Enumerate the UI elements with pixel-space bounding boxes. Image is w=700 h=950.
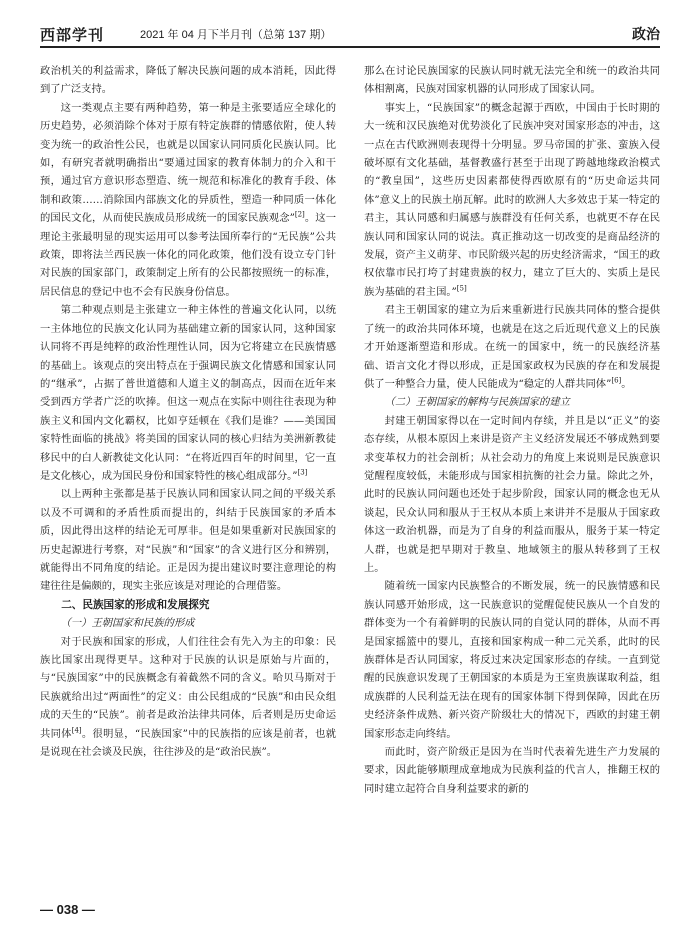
page-number: — 038 — (40, 902, 95, 917)
paragraph: 对于民族和国家的形成，人们往往会有先入为主的印象：民族比国家出现得更早。这种对于民族的认识是原始与片面的，与“民族国家”中的民族概念有着截然不同的含义。哈贝马斯对于民族就给出过“两面性”的定义：由公民组成的“民族”和由民众组成的天生的“民族”。前者是政治法律共同体，后者则是历史命运共同体[4]。很明显，“民族国家”中的民族指的应该是前者，也就是说现在社会谈及民族，往往涉及的是“政治民族”。 (40, 635, 337, 759)
page-header (40, 20, 660, 48)
left-column (40, 62, 336, 761)
paragraph: 事实上，“民族国家”的概念起源于西欧，中国由于长时期的大一统和汉民族绝对优势淡化了民族冲突对国家形态的冲击，这一点在古代欧洲则表现得十分明显。罗马帝国的扩张、蛮族入侵破坏原有文化基础，基督教盛行甚至于出现了跨越地缘政治模式的“教皇国”，这些历史因素都使得西欧原有的“历史命运共同体”意义上的民族土崩瓦解。此时的欧洲人大多效忠于某一特定的君主，其认同感和归属感与族群没有任何关系，也就更不存在民族认同和国家认同的说法。真正推动这一切改变的是商品经济的发展，资产主义萌芽、市民阶级兴起的历史经济需求，“国王的政权依靠市民打垮了封建贵族的权力，建立了巨大的、实质上是民族为基础的君主国。”[5] (364, 101, 660, 298)
citation: [5] (456, 284, 467, 293)
section-heading: 二、民族国家的形成和发展探究 (61, 598, 210, 611)
journal-logo: 西部学刊 (40, 26, 105, 44)
paragraph: 封建王朝国家得以在一定时间内存续，并且是以“正义”的姿态存续，从根本原因上来讲是资产主义经济发展还不够成熟到要求变革权力的社会剖析；从社会动力的角度上来说则是民族意识觉醒程度较低，未能形成与国家相抗衡的社会力量。除此之外，此时的民族认同问题也还处于起步阶段，国家认同的概念也无从谈起，民众认同和服从于王权从本质上来讲并不是服从于国家政体这一政治机器，而是为了自身的利益而服从，服务于某一特定人群，也就是把早期对于教皇、地域领主的服从转移到了王权上。 (364, 414, 660, 574)
paragraph: 以上两种主张都是基于民族认同和国家认同之间的平级关系以及不可调和的矛盾性质而提出的，纠结于民族国家的矛盾本质，因此得出这样的结论无可厚非。但是如果重新对民族国家的历史起源进行考察，对“民族”和“国家”的含义进行区分和辨别，就能得出不同角度的结论。正是因为提出建议时要注意理论的构建往往是偏颇的，现实主张应该是对理论的合理借鉴。 (40, 488, 336, 593)
citation: [3] (297, 468, 308, 477)
right-column (364, 62, 660, 798)
citation: [6] (611, 376, 622, 385)
subsection-heading: （一）王朝国家和民族的形成 (60, 617, 195, 630)
paragraph: 政治机关的利益需求，降低了解决民族问题的成本消耗，因此得到了广泛支持。 (40, 65, 336, 96)
paragraph: 第二种观点则是主张建立一种主体性的普遍文化认同，以统一主体地位的民族文化认同为基础建立新的国家认同，这种国家认同将不再是纯粹的政治性理性认同，因为它将建立在民族情感的基础上。该观点的突出特点在于强调民族文化情感和国家认同的“继承”，占据了普世道德和人道主义的制高点，因而在近年来受到西方学者广泛的吹捧。但这一观点在实际中则往往表现为种族主义和国内文化霸权，比如亨廷顿在《我们是谁？——美国国家特性面临的挑战》将美国的国家认同的核心归结为美洲新教徒移民中的白人新教徒文化认同：“在将近四百年的时间里，它一直是文化核心，成为国民身份和国家特性的核心组成部分。”[3] (40, 304, 336, 482)
paragraph: 随着统一国家内民族整合的不断发展，统一的民族情感和民族认同感开始形成，这一民族意识的觉醒促使民族从一个自发的群体变为一个有着鲜明的民族认同的自觉认同的群体，从而不再是国家摇篮中的婴儿，直接和国家构成一种二元关系，此时的民族群体是否认同国家，将反过来决定国家形态的存续。一直到觉醒的民族意识发现了王朝国家的本质是为王室贵族谋取利益，组成族群的人民利益无法在现有的国家体制下得到保障，因此在历史经济条件成熟、新兴资产阶级壮大的情况下，西欧的封建王朝国家形态走向终结。 (364, 580, 660, 740)
paragraph: 那么在讨论民族国家的民族认同时就无法完全和统一的政治共同体相割离，民族对国家机器的认同形成了国家认同。 (364, 65, 660, 96)
paragraph: 而此时，资产阶级正是因为在当时代表着先进生产力发展的要求，因此能够顺理成章地成为民族利益的代言人，推翻王权的同时建立起符合自身利益要求的新的 (364, 746, 660, 795)
section-label: 政治 (632, 27, 660, 43)
issue-info: 2021 年 04 月下半月刊（总第 137 期） (140, 29, 332, 41)
subsection-heading: （二）王朝国家的解构与民族国家的建立 (384, 396, 570, 409)
citation: [2] (294, 210, 305, 219)
paragraph: 这一类观点主要有两种趋势，第一种是主张要适应全球化的历史趋势，必须消除个体对于原有特定族群的情感依附，使人转变为统一的政治性公民，也就是以国家认同同质化民族认同。比如，有研究者就明确指出“要通过国家的教育体制力的介入和干预，通过官方意识形态塑造、统一规范和标准化的教育手段、体制和政策……消除国内部族文化的异质性，塑造一种同质一体化的国民文化，从而使民族成员形成统一的国家民族观念”[2]。这一理论主张最明显的现实运用可以参考法国所奉行的“无民族”公共政策，即将法兰西民族一体化的同化政策，他们没有设立专门针对民族的国家部门，政策制定上所有的公民都按照统一的标准，居民信息的登记中也不会有民族身份信息。 (40, 101, 336, 298)
paragraph: 君主王朝国家的建立为后来重新进行民族共同体的整合提供了统一的政治共同体环境，也就是在这之后近现代意义上的民族才开始逐渐塑造和形成。在统一的国家中，统一的民族经济基础、语言文化才得以形成，正是国家政权为民族的存在和发展提供了一种整合力量，使人民能成为“稳定的人群共同体”[6]。 (364, 304, 660, 390)
citation: [4] (71, 726, 82, 735)
